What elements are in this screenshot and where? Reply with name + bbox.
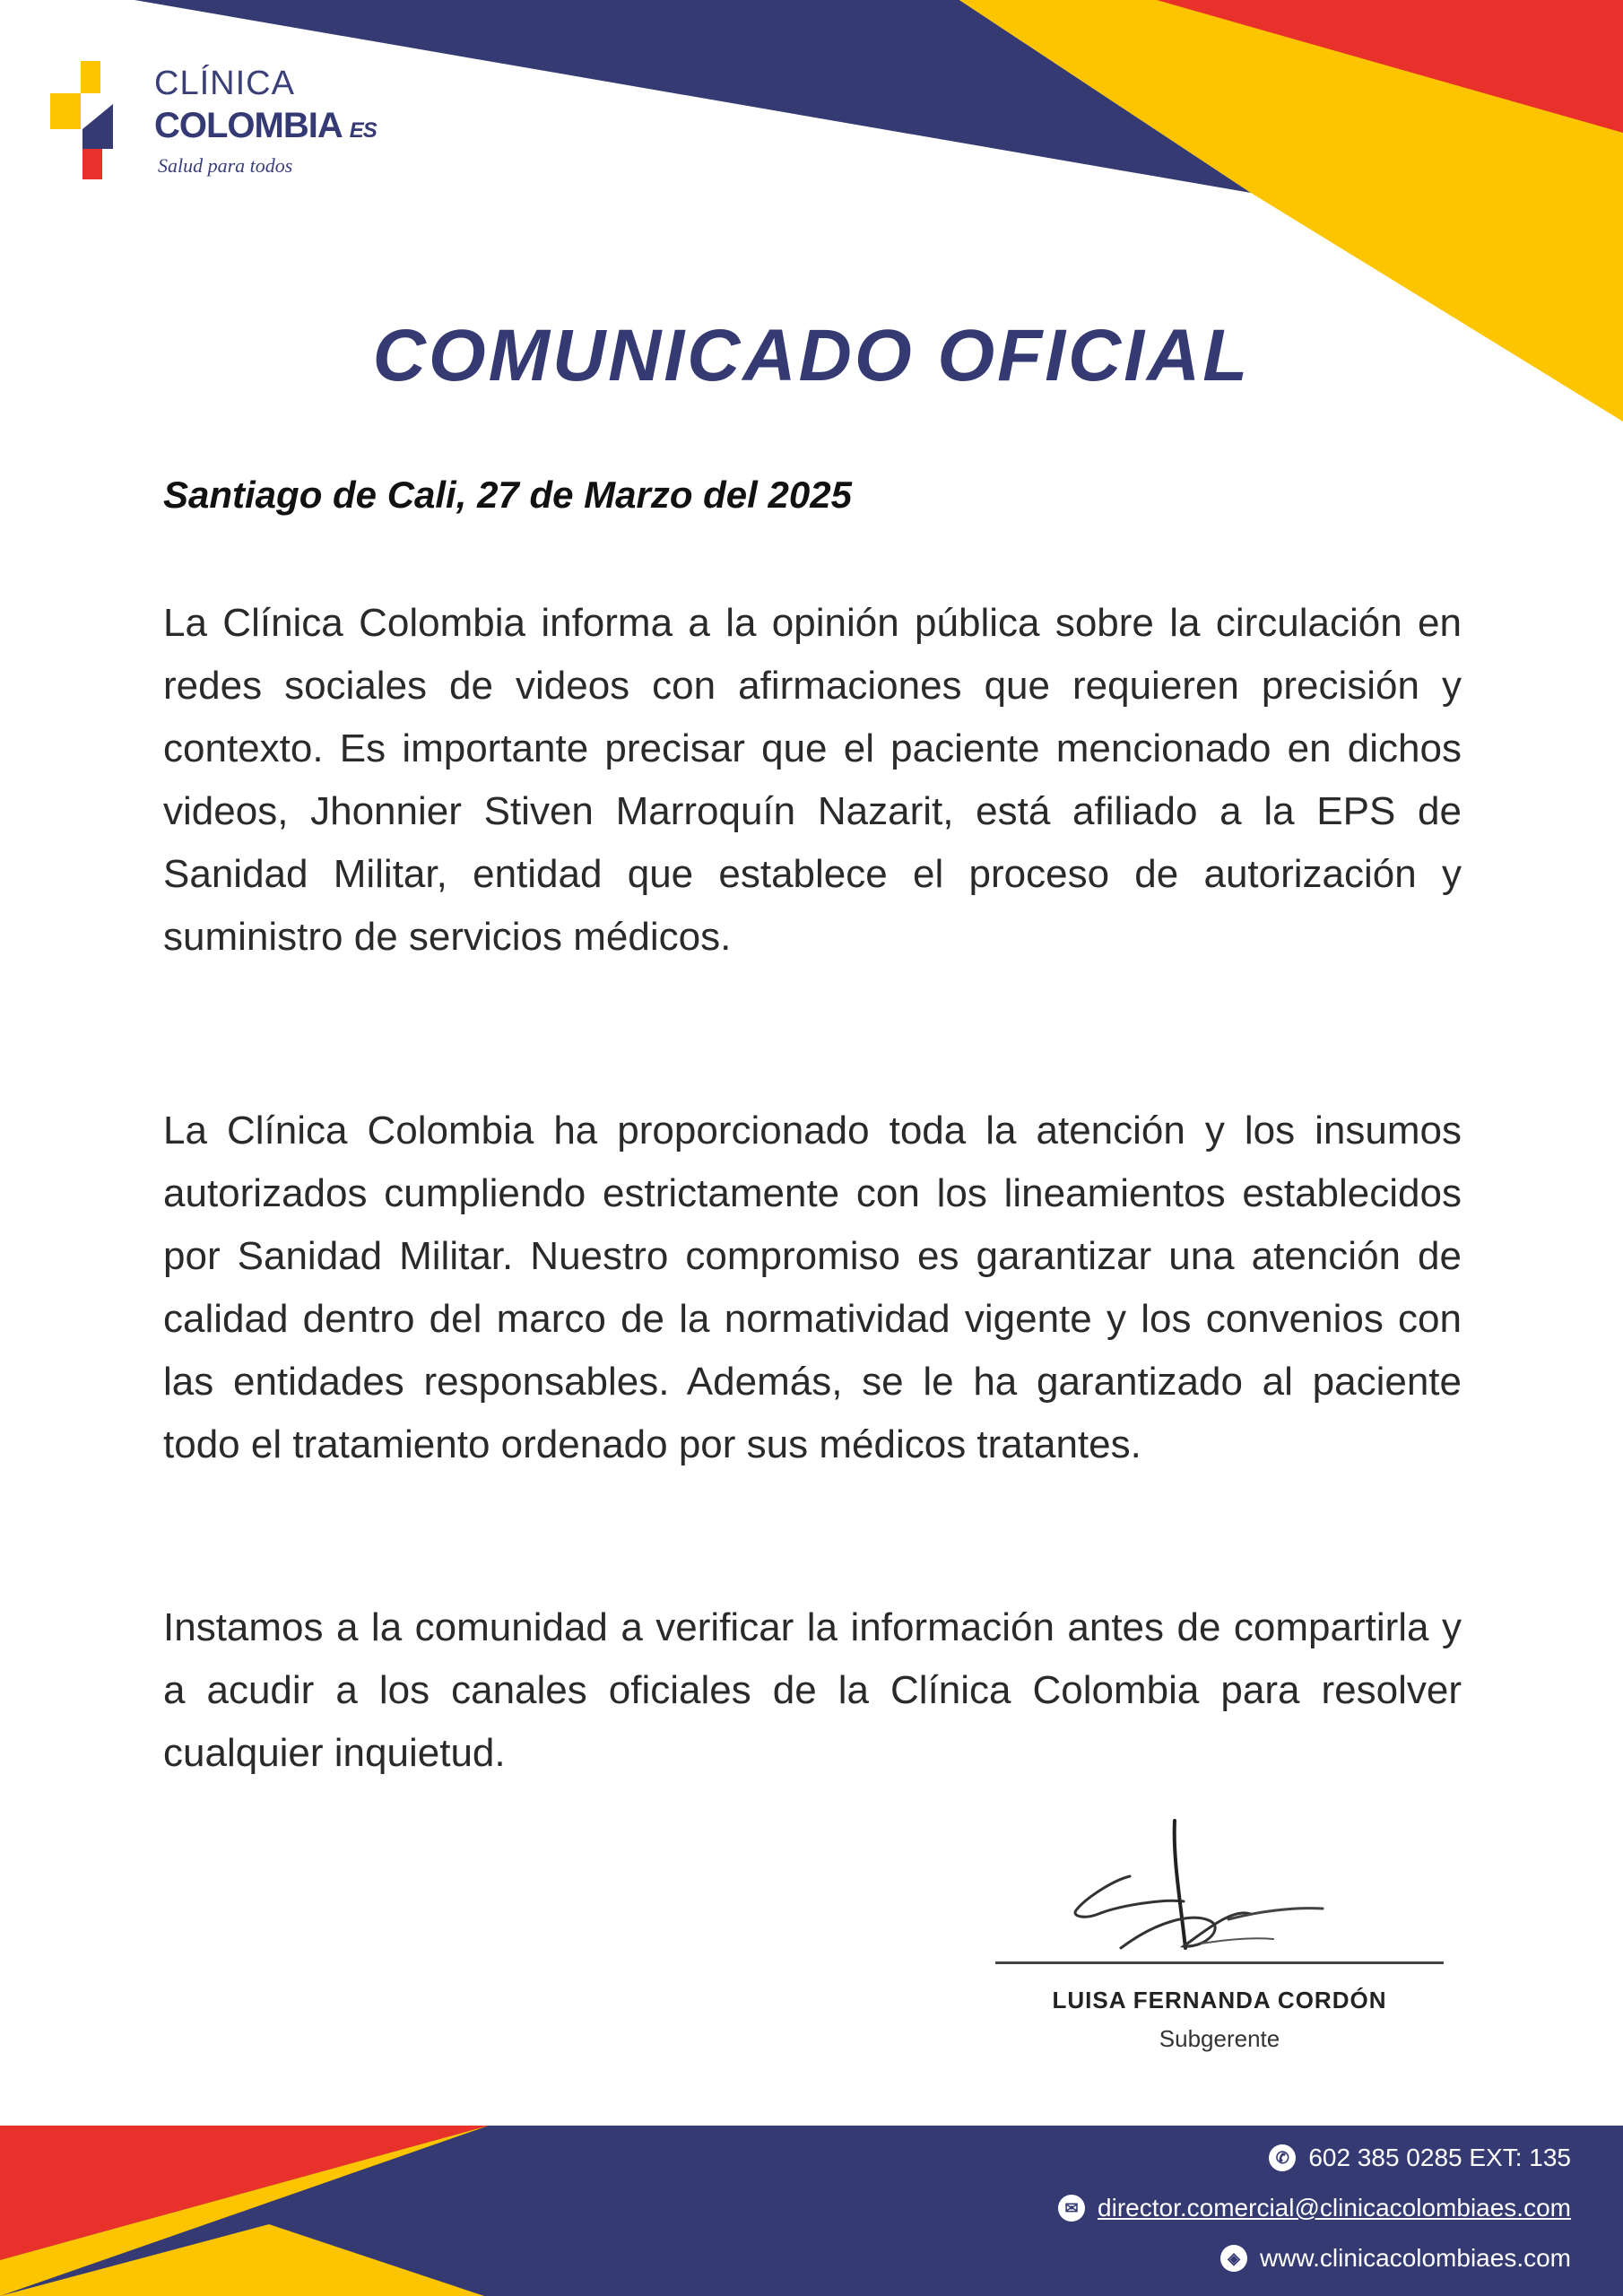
signature-image [1049, 1813, 1354, 1966]
logo-suffix: ES [349, 118, 377, 143]
logo-tagline: Salud para todos [158, 154, 293, 177]
paragraph-3: Instamos a la comunidad a verificar la información antes de compartirla y a acudir a los canales oficiales de la Clínica Colombia para resolver cualquier inquietud. [163, 1605, 1462, 1775]
phone-text: 602 385 0285 EXT: 135 [1308, 2144, 1571, 2171]
signature-line [995, 1961, 1444, 1964]
contact-website[interactable] [1220, 2244, 1571, 2273]
date-line: Santiago de Cali, 27 de Marzo del 2025 [163, 474, 852, 516]
email-icon: ✉ [1058, 2195, 1085, 2222]
signer-role: Subgerente [1159, 2025, 1280, 2052]
logo-text-colombia: COLOMBIA ES [154, 106, 377, 145]
signer-name: LUISA FERNANDA CORDÓN [1052, 1987, 1387, 2013]
contact-email[interactable] [1058, 2194, 1571, 2222]
phone-icon: ✆ [1269, 2144, 1296, 2171]
contact-phone [1269, 2144, 1571, 2172]
paragraph-2: La Clínica Colombia ha proporcionado toda la atención y los insumos autorizados cumpliendo estrictamente con los lineamientos establecidos por Sanidad Militar. Nuestro compromiso es garantizar una atención de calidad dentro del marco de la normatividad vigente y los convenios con las entidades responsables. Además, se le ha garantizado al paciente todo el tratamiento ordenado por sus médicos tratantes. [163, 1109, 1462, 1466]
website-link[interactable]: www.clinicacolombiaes.com [1259, 2244, 1571, 2272]
logo-text-clinica: CLÍNICA [154, 65, 295, 102]
page-title: COMUNICADO OFICIAL [372, 315, 1251, 396]
logo-cross-icon [47, 54, 136, 188]
paragraph-1: La Clínica Colombia informa a la opinión pública sobre la circulación en redes sociales de videos con afirmaciones que requieren precisión y contexto. Es importante precisar que el paciente mencionado en dichos videos, Jhonnier Stiven Marroquín Nazarit, está afiliado a la EPS de Sanidad Militar, entidad que establece el proceso de autorización y suministro de servicios médicos. [163, 601, 1462, 959]
globe-icon: ◈ [1220, 2245, 1247, 2272]
email-link[interactable]: director.comercial@clinicacolombiaes.com [1098, 2194, 1571, 2222]
clinic-logo [47, 54, 405, 188]
